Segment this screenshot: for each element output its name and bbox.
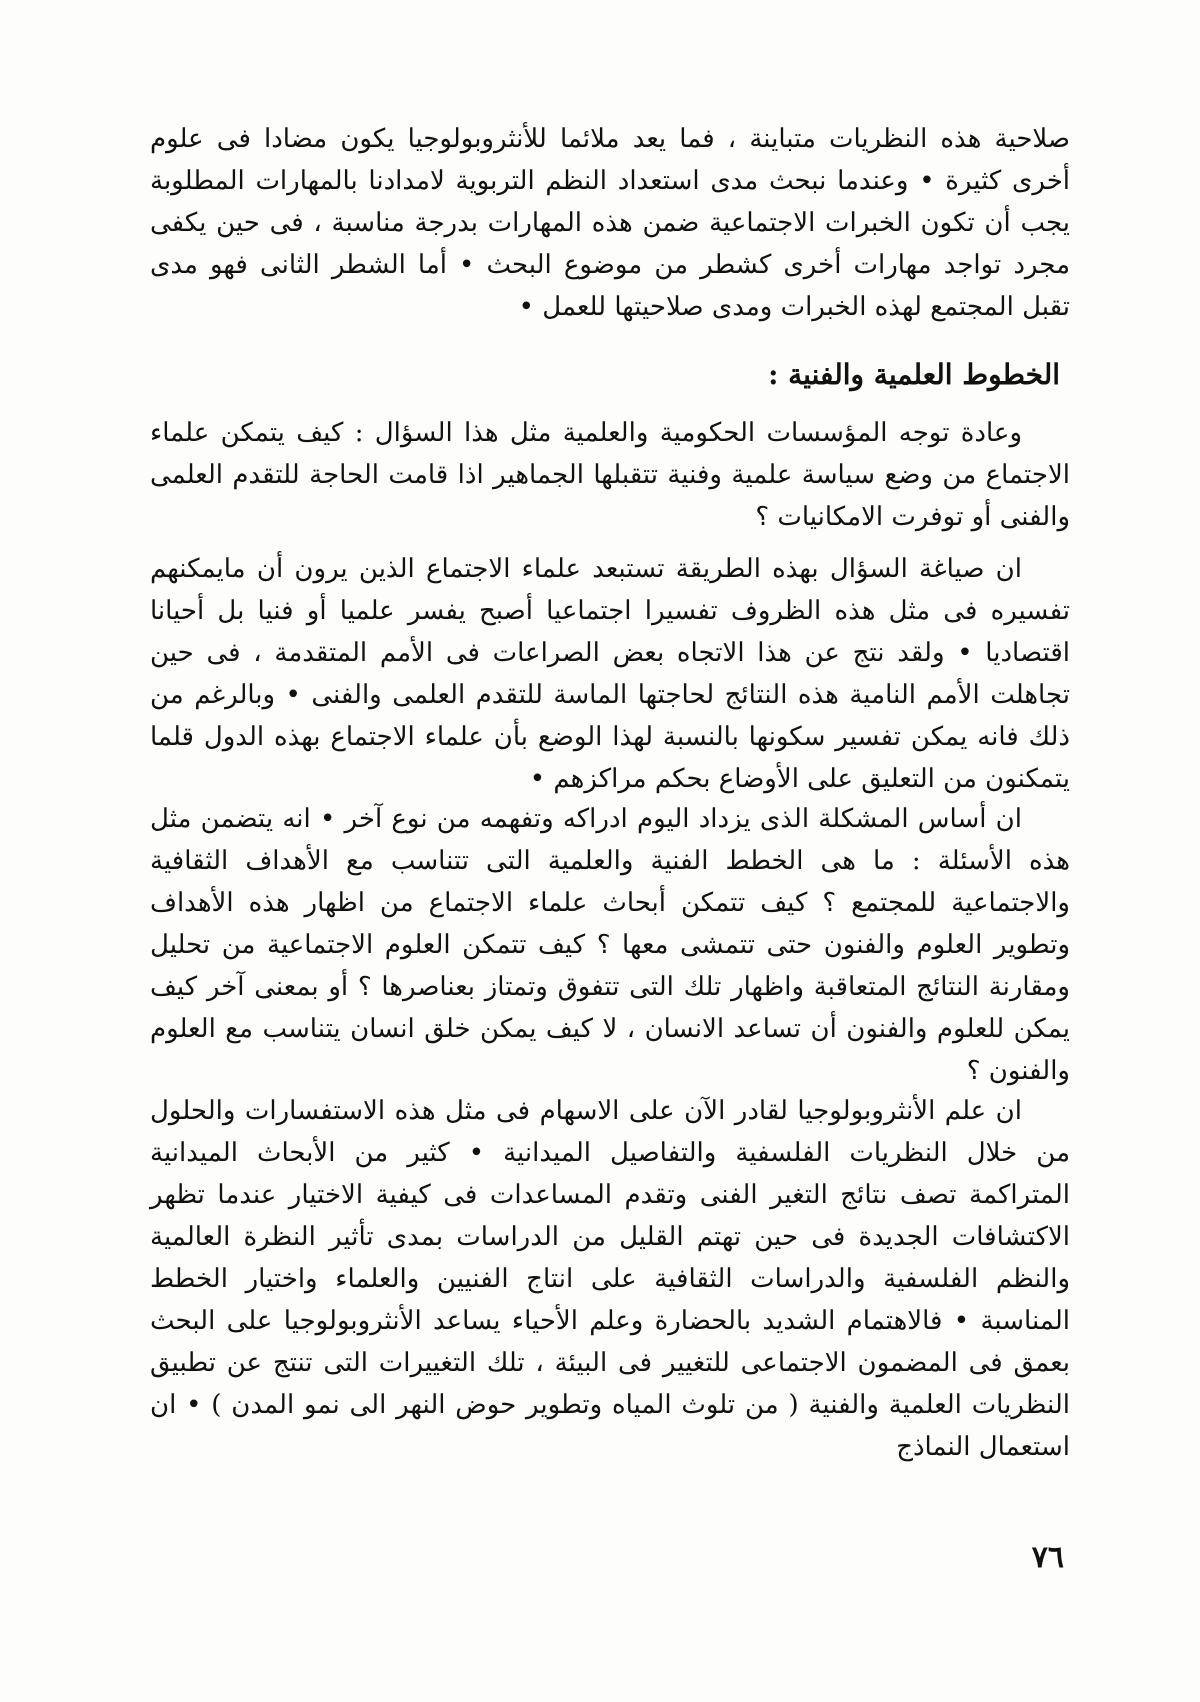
paragraph-1 <box>150 412 1070 538</box>
paragraph-2-text: ان صياغة السؤال بهذه الطريقة تستبعد علماء الاجتماع الذين يرون أن مايمكنهم تفسيره فى مثل هذه الظروف تفسيرا اجتماعيا أصبح يفسر علميا أو فنيا بل أحيانا اقتصاديا • ولقد نتج عن هذا الاتجاه بعض الصراعات فى الأمم المتقدمة ، فى حين تجاهلت الأمم النامية هذه النتائج لحاجتها الماسة للتقدم العلمى والفنى • وبالرغم من ذلك فانه يمكن تفسير سكونها بالنسبة لهذا الوضع بأن علماء الاجتماع بهذه الدول قلما يتمكنون من التعليق على الأوضاع بحكم مراكزهم • <box>150 554 1070 794</box>
paragraph-1-text: وعادة توجه المؤسسات الحكومية والعلمية مثل هذا السؤال : كيف يتمكن علماء الاجتماع من وضع سياسة علمية وفنية تتقبلها الجماهير اذا قامت الحاجة للتقدم العلمى والفنى أو توفرت الامكانيات ؟ <box>150 418 1070 532</box>
section-heading: الخطوط العلمية والفنية : <box>768 358 1060 391</box>
intro-paragraph-text: صلاحية هذه النظريات متباينة ، فما يعد ملائما للأنثروبولوجيا يكون مضادا فى علوم أخرى كثيرة • وعندما نبحث مدى استعداد النظم التربوية لامدادنا بالمهارات المطلوبة يجب أن تكون الخبرات الاجتماعية ضمن هذه المهارات بدرجة مناسبة ، فى حين يكفى مجرد تواجد مهارات أخرى كشطر من موضوع البحث • أما الشطر الثانى فهو مدى تقبل المجتمع لهذه الخبرات ومدى صلاحيتها للعمل • <box>150 124 1070 322</box>
page-number: ٧٦ <box>1031 1540 1064 1575</box>
paragraph-2 <box>150 548 1070 800</box>
paragraph-4 <box>150 1090 1070 1468</box>
paragraph-3-text: ان أساس المشكلة الذى يزداد اليوم ادراكه وتفهمه من نوع آخر • انه يتضمن مثل هذه الأسئلة : ما هى الخطط الفنية والعلمية التى تتناسب مع الأهداف الثقافية والاجتماعية للمجتمع ؟ كيف تتمكن أبحاث علماء الاجتماع من اظهار هذه الأهداف وتطوير العلوم والفنون حتى تتمشى معها ؟ كيف تتمكن العلوم الاجتماعية من تحليل ومقارنة النتائج المتعاقبة واظهار تلك التى تتفوق وتمتاز بعناصرها ؟ أو بمعنى آخر كيف يمكن للعلوم والفنون أن تساعد الانسان ، لا كيف يمكن خلق انسان يتناسب مع العلوم والفنون ؟ <box>150 804 1070 1086</box>
intro-paragraph <box>150 118 1070 328</box>
paragraph-4-text: ان علم الأنثروبولوجيا لقادر الآن على الاسهام فى مثل هذه الاستفسارات والحلول من خلال النظريات الفلسفية والتفاصيل الميدانية • كثير من الأبحاث الميدانية المتراكمة تصف نتائج التغير الفنى وتقدم المساعدات فى كيفية الاختيار عندما تظهر الاكتشافات الجديدة فى حين تهتم القليل من الدراسات بمدى تأثير النظرة العالمية والنظم الفلسفية والدراسات الثقافية على انتاج الفنيين والعلماء واختيار الخطط المناسبة • فالاهتمام الشديد بالحضارة وعلم الأحياء يساعد الأنثروبولوجيا على البحث بعمق فى المضمون الاجتماعى للتغيير فى البيئة ، تلك التغييرات التى تنتج عن تطبيق النظريات العلمية والفنية ( من تلوث المياه وتطوير حوض النهر الى نمو المدن ) • ان استعمال النماذج <box>150 1096 1070 1462</box>
paragraph-3 <box>150 798 1070 1092</box>
